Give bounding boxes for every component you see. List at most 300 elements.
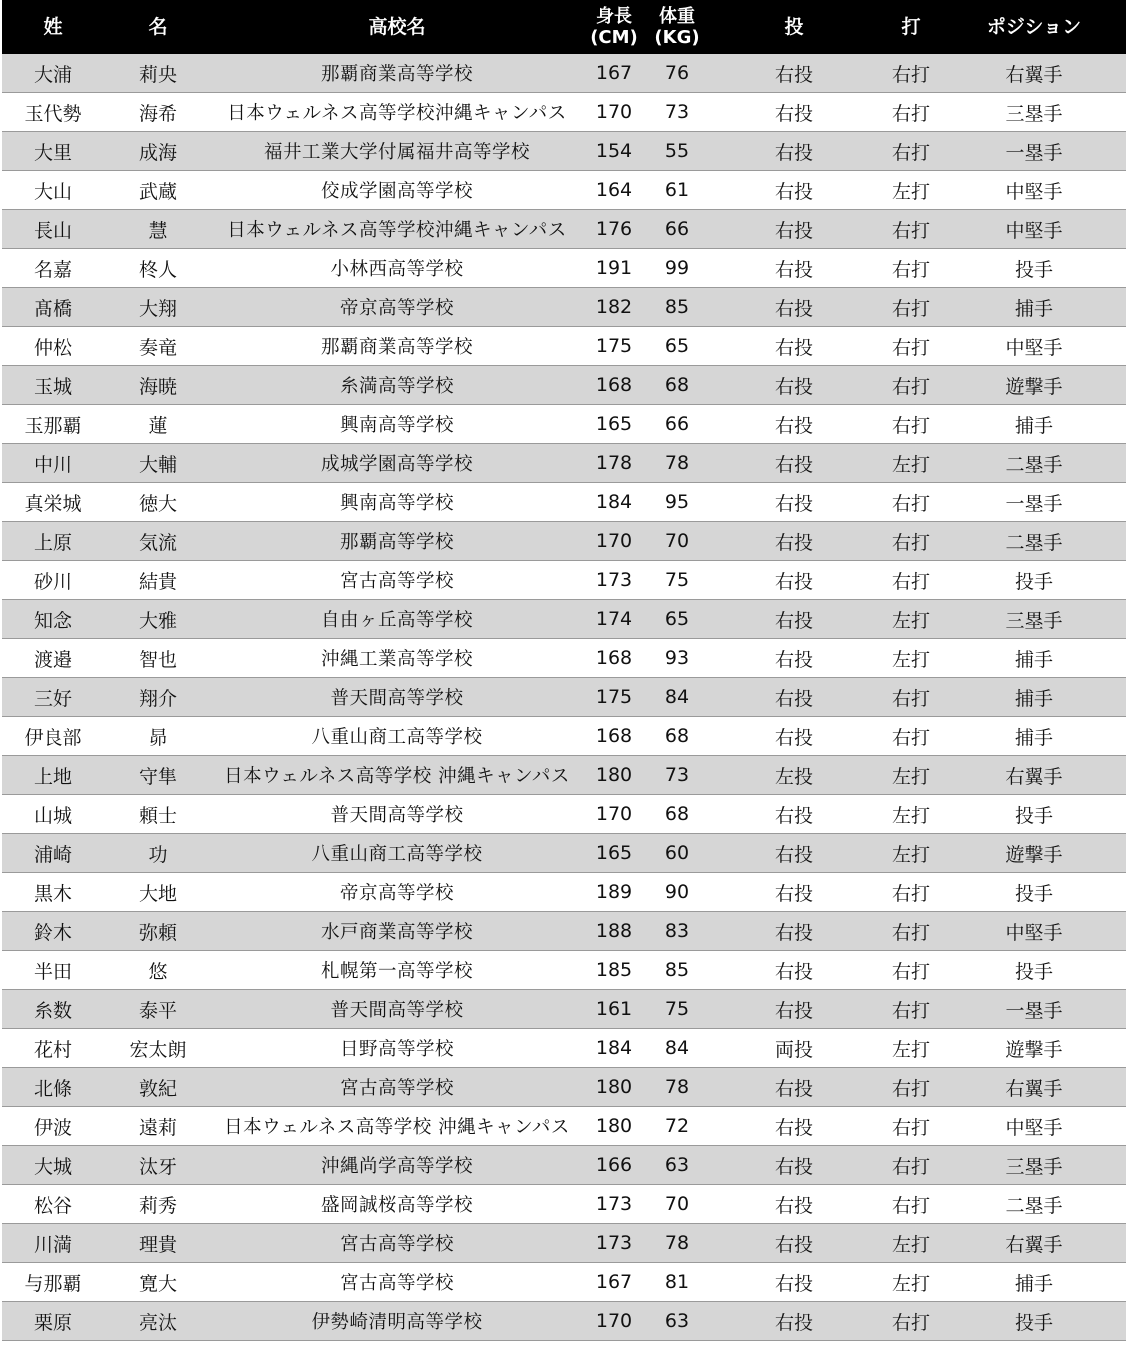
table-row [2,1029,1126,1068]
height-cell: 168 [582,639,646,678]
position-cell: 遊撃手 [942,1029,1126,1068]
table-row [2,912,1126,951]
last-name-cell: 三好 [2,678,104,717]
position-cell: 右翼手 [942,54,1126,93]
throws-cell: 右投 [708,1068,880,1107]
position-cell: 右翼手 [942,1068,1126,1107]
throws-cell: 右投 [708,288,880,327]
weight-cell: 85 [646,951,708,990]
weight-cell: 78 [646,1224,708,1263]
throws-cell: 右投 [708,873,880,912]
header-last-name: 姓 [2,0,104,54]
first-name-cell: 海暁 [104,366,212,405]
last-name-cell: 砂川 [2,561,104,600]
header-weight [646,0,708,54]
first-name-cell: 結貴 [104,561,212,600]
position-cell: 右翼手 [942,1224,1126,1263]
last-name-cell: 名嘉 [2,249,104,288]
header-height [582,0,646,54]
bats-cell: 左打 [880,1029,942,1068]
position-cell: 一塁手 [942,483,1126,522]
first-name-cell: 汰牙 [104,1146,212,1185]
height-cell: 167 [582,54,646,93]
school-cell: 糸満高等学校 [212,366,582,405]
bats-cell: 右打 [880,405,942,444]
first-name-cell: 敦紀 [104,1068,212,1107]
last-name-cell: 玉那覇 [2,405,104,444]
height-cell: 154 [582,132,646,171]
school-cell: 八重山商工高等学校 [212,717,582,756]
throws-cell: 右投 [708,444,880,483]
bats-cell: 右打 [880,990,942,1029]
position-cell: 投手 [942,873,1126,912]
throws-cell: 右投 [708,210,880,249]
first-name-cell: 莉央 [104,54,212,93]
table-row [2,1146,1126,1185]
throws-cell: 右投 [708,1107,880,1146]
last-name-cell: 長山 [2,210,104,249]
throws-cell: 右投 [708,678,880,717]
weight-cell: 95 [646,483,708,522]
position-cell: 投手 [942,561,1126,600]
height-cell: 168 [582,717,646,756]
bats-cell: 右打 [880,1302,942,1341]
school-cell: 興南高等学校 [212,405,582,444]
throws-cell: 右投 [708,795,880,834]
table-row [2,1263,1126,1302]
table-row [2,1302,1126,1341]
first-name-cell: 奏竜 [104,327,212,366]
bats-cell: 右打 [880,288,942,327]
first-name-cell: 頼士 [104,795,212,834]
weight-cell: 70 [646,1185,708,1224]
throws-cell: 右投 [708,93,880,132]
last-name-cell: 北條 [2,1068,104,1107]
school-cell: 自由ヶ丘高等学校 [212,600,582,639]
first-name-cell: 気流 [104,522,212,561]
throws-cell: 右投 [708,951,880,990]
throws-cell: 右投 [708,171,880,210]
weight-cell: 75 [646,561,708,600]
school-cell: 普天間高等学校 [212,990,582,1029]
header-row [2,0,1126,54]
table-row [2,522,1126,561]
position-cell: 二塁手 [942,1185,1126,1224]
height-cell: 164 [582,171,646,210]
throws-cell: 右投 [708,1185,880,1224]
first-name-cell: 武蔵 [104,171,212,210]
school-cell: 日野高等学校 [212,1029,582,1068]
table-body [2,54,1126,1341]
school-cell: 福井工業大学付属福井高等学校 [212,132,582,171]
bats-cell: 右打 [880,327,942,366]
table-row [2,288,1126,327]
position-cell: 捕手 [942,288,1126,327]
school-cell: 那覇高等学校 [212,522,582,561]
weight-cell: 68 [646,795,708,834]
throws-cell: 右投 [708,1302,880,1341]
bats-cell: 右打 [880,1185,942,1224]
bats-cell: 右打 [880,54,942,93]
header-height-label: 身長 [596,6,632,27]
height-cell: 166 [582,1146,646,1185]
weight-cell: 66 [646,210,708,249]
first-name-cell: 昴 [104,717,212,756]
last-name-cell: 川満 [2,1224,104,1263]
school-cell: 佼成学園高等学校 [212,171,582,210]
school-cell: 日本ウェルネス高等学校 沖縄キャンパス [212,756,582,795]
table-row [2,1068,1126,1107]
height-cell: 161 [582,990,646,1029]
roster-table [2,0,1126,1341]
school-cell: 那覇商業高等学校 [212,327,582,366]
last-name-cell: 浦崎 [2,834,104,873]
weight-cell: 60 [646,834,708,873]
school-cell: 興南高等学校 [212,483,582,522]
bats-cell: 右打 [880,522,942,561]
height-cell: 185 [582,951,646,990]
last-name-cell: 大浦 [2,54,104,93]
position-cell: 中堅手 [942,171,1126,210]
table-row [2,366,1126,405]
weight-cell: 90 [646,873,708,912]
bats-cell: 右打 [880,1068,942,1107]
header-school: 高校名 [212,0,582,54]
table-row [2,483,1126,522]
first-name-cell: 大翔 [104,288,212,327]
height-cell: 174 [582,600,646,639]
bats-cell: 右打 [880,1107,942,1146]
position-cell: 投手 [942,951,1126,990]
first-name-cell: 大雅 [104,600,212,639]
header-weight-label: 体重 [659,6,695,27]
last-name-cell: 中川 [2,444,104,483]
last-name-cell: 仲松 [2,327,104,366]
height-cell: 175 [582,327,646,366]
bats-cell: 左打 [880,756,942,795]
table-row [2,1185,1126,1224]
bats-cell: 右打 [880,678,942,717]
school-cell: 那覇商業高等学校 [212,54,582,93]
school-cell: 宮古高等学校 [212,1068,582,1107]
table-row [2,951,1126,990]
bats-cell: 右打 [880,366,942,405]
weight-cell: 99 [646,249,708,288]
table-row [2,171,1126,210]
table-row [2,873,1126,912]
bats-cell: 右打 [880,483,942,522]
height-cell: 165 [582,405,646,444]
school-cell: 沖縄工業高等学校 [212,639,582,678]
first-name-cell: 蓮 [104,405,212,444]
last-name-cell: 花村 [2,1029,104,1068]
weight-cell: 63 [646,1302,708,1341]
throws-cell: 右投 [708,561,880,600]
bats-cell: 右打 [880,132,942,171]
weight-cell: 61 [646,171,708,210]
height-cell: 175 [582,678,646,717]
first-name-cell: 柊人 [104,249,212,288]
height-cell: 191 [582,249,646,288]
position-cell: 二塁手 [942,444,1126,483]
throws-cell: 右投 [708,327,880,366]
position-cell: 遊撃手 [942,834,1126,873]
throws-cell: 右投 [708,483,880,522]
last-name-cell: 髙橋 [2,288,104,327]
height-cell: 182 [582,288,646,327]
height-cell: 170 [582,795,646,834]
school-cell: 伊勢崎清明高等学校 [212,1302,582,1341]
height-cell: 165 [582,834,646,873]
height-cell: 189 [582,873,646,912]
throws-cell: 右投 [708,54,880,93]
school-cell: 帝京高等学校 [212,288,582,327]
bats-cell: 右打 [880,249,942,288]
last-name-cell: 渡邉 [2,639,104,678]
last-name-cell: 与那覇 [2,1263,104,1302]
height-cell: 170 [582,522,646,561]
table-row [2,990,1126,1029]
first-name-cell: 守隼 [104,756,212,795]
last-name-cell: 大城 [2,1146,104,1185]
table-row [2,444,1126,483]
height-cell: 173 [582,561,646,600]
school-cell: 水戸商業高等学校 [212,912,582,951]
table-row [2,54,1126,93]
weight-cell: 78 [646,444,708,483]
weight-cell: 65 [646,600,708,639]
height-cell: 178 [582,444,646,483]
last-name-cell: 糸数 [2,990,104,1029]
position-cell: 遊撃手 [942,366,1126,405]
first-name-cell: 功 [104,834,212,873]
throws-cell: 右投 [708,600,880,639]
table-row [2,639,1126,678]
bats-cell: 左打 [880,600,942,639]
bats-cell: 左打 [880,1263,942,1302]
bats-cell: 右打 [880,873,942,912]
bats-cell: 左打 [880,1224,942,1263]
weight-cell: 70 [646,522,708,561]
weight-cell: 75 [646,990,708,1029]
height-cell: 168 [582,366,646,405]
position-cell: 三塁手 [942,600,1126,639]
position-cell: 投手 [942,249,1126,288]
last-name-cell: 大山 [2,171,104,210]
first-name-cell: 遠莉 [104,1107,212,1146]
last-name-cell: 伊波 [2,1107,104,1146]
header-height-unit: (CM) [590,27,638,48]
header-bats: 打 [880,0,942,54]
position-cell: 右翼手 [942,756,1126,795]
height-cell: 180 [582,1068,646,1107]
header-first-name: 名 [104,0,212,54]
last-name-cell: 山城 [2,795,104,834]
weight-cell: 81 [646,1263,708,1302]
height-cell: 170 [582,1302,646,1341]
school-cell: 成城学園高等学校 [212,444,582,483]
weight-cell: 84 [646,1029,708,1068]
school-cell: 八重山商工高等学校 [212,834,582,873]
school-cell: 宮古高等学校 [212,1263,582,1302]
bats-cell: 右打 [880,717,942,756]
school-cell: 日本ウェルネス高等学校沖縄キャンパス [212,210,582,249]
school-cell: 小林西高等学校 [212,249,582,288]
position-cell: 中堅手 [942,1107,1126,1146]
throws-cell: 右投 [708,990,880,1029]
throws-cell: 右投 [708,132,880,171]
table-header [2,0,1126,54]
throws-cell: 右投 [708,639,880,678]
school-cell: 沖縄尚学高等学校 [212,1146,582,1185]
first-name-cell: 宏太朗 [104,1029,212,1068]
last-name-cell: 上地 [2,756,104,795]
position-cell: 投手 [942,1302,1126,1341]
table-row [2,756,1126,795]
last-name-cell: 上原 [2,522,104,561]
height-cell: 167 [582,1263,646,1302]
table-row [2,1107,1126,1146]
header-throws: 投 [708,0,880,54]
position-cell: 三塁手 [942,93,1126,132]
last-name-cell: 玉城 [2,366,104,405]
position-cell: 三塁手 [942,1146,1126,1185]
first-name-cell: 成海 [104,132,212,171]
first-name-cell: 大輔 [104,444,212,483]
weight-cell: 73 [646,93,708,132]
position-cell: 中堅手 [942,912,1126,951]
first-name-cell: 寛大 [104,1263,212,1302]
bats-cell: 右打 [880,951,942,990]
throws-cell: 左投 [708,756,880,795]
bats-cell: 左打 [880,834,942,873]
bats-cell: 左打 [880,444,942,483]
table-row [2,795,1126,834]
weight-cell: 73 [646,756,708,795]
throws-cell: 右投 [708,1146,880,1185]
weight-cell: 78 [646,1068,708,1107]
last-name-cell: 黒木 [2,873,104,912]
throws-cell: 右投 [708,834,880,873]
height-cell: 184 [582,483,646,522]
position-cell: 捕手 [942,639,1126,678]
height-cell: 176 [582,210,646,249]
first-name-cell: 悠 [104,951,212,990]
bats-cell: 左打 [880,639,942,678]
first-name-cell: 莉秀 [104,1185,212,1224]
table-row [2,834,1126,873]
weight-cell: 63 [646,1146,708,1185]
position-cell: 一塁手 [942,132,1126,171]
throws-cell: 右投 [708,405,880,444]
weight-cell: 84 [646,678,708,717]
throws-cell: 両投 [708,1029,880,1068]
height-cell: 184 [582,1029,646,1068]
table-row [2,132,1126,171]
first-name-cell: 理貴 [104,1224,212,1263]
last-name-cell: 鈴木 [2,912,104,951]
bats-cell: 左打 [880,795,942,834]
header-position: ポジション [942,0,1126,54]
bats-cell: 右打 [880,93,942,132]
bats-cell: 左打 [880,171,942,210]
height-cell: 173 [582,1185,646,1224]
first-name-cell: 徳大 [104,483,212,522]
weight-cell: 68 [646,717,708,756]
table-row [2,717,1126,756]
last-name-cell: 伊良部 [2,717,104,756]
height-cell: 188 [582,912,646,951]
weight-cell: 93 [646,639,708,678]
throws-cell: 右投 [708,1224,880,1263]
height-cell: 180 [582,1107,646,1146]
table-row [2,93,1126,132]
throws-cell: 右投 [708,1263,880,1302]
position-cell: 捕手 [942,678,1126,717]
first-name-cell: 弥頼 [104,912,212,951]
bats-cell: 右打 [880,912,942,951]
table-row [2,405,1126,444]
weight-cell: 72 [646,1107,708,1146]
school-cell: 札幌第一高等学校 [212,951,582,990]
weight-cell: 76 [646,54,708,93]
table-row [2,210,1126,249]
weight-cell: 85 [646,288,708,327]
last-name-cell: 半田 [2,951,104,990]
table-row [2,678,1126,717]
weight-cell: 55 [646,132,708,171]
position-cell: 捕手 [942,717,1126,756]
first-name-cell: 亮汰 [104,1302,212,1341]
bats-cell: 右打 [880,1146,942,1185]
school-cell: 盛岡誠桜高等学校 [212,1185,582,1224]
position-cell: 捕手 [942,405,1126,444]
table-row [2,561,1126,600]
school-cell: 日本ウェルネス高等学校沖縄キャンパス [212,93,582,132]
height-cell: 173 [582,1224,646,1263]
throws-cell: 右投 [708,717,880,756]
school-cell: 宮古高等学校 [212,1224,582,1263]
table-row [2,1224,1126,1263]
bats-cell: 右打 [880,210,942,249]
bats-cell: 右打 [880,561,942,600]
last-name-cell: 知念 [2,600,104,639]
table-row [2,249,1126,288]
height-cell: 170 [582,93,646,132]
first-name-cell: 翔介 [104,678,212,717]
first-name-cell: 智也 [104,639,212,678]
first-name-cell: 慧 [104,210,212,249]
school-cell: 普天間高等学校 [212,795,582,834]
position-cell: 捕手 [942,1263,1126,1302]
school-cell: 宮古高等学校 [212,561,582,600]
last-name-cell: 松谷 [2,1185,104,1224]
first-name-cell: 海希 [104,93,212,132]
first-name-cell: 大地 [104,873,212,912]
throws-cell: 右投 [708,522,880,561]
position-cell: 中堅手 [942,210,1126,249]
throws-cell: 右投 [708,912,880,951]
first-name-cell: 泰平 [104,990,212,1029]
height-cell: 180 [582,756,646,795]
header-weight-unit: (KG) [654,27,700,48]
weight-cell: 83 [646,912,708,951]
position-cell: 二塁手 [942,522,1126,561]
school-cell: 普天間高等学校 [212,678,582,717]
school-cell: 帝京高等学校 [212,873,582,912]
weight-cell: 66 [646,405,708,444]
last-name-cell: 大里 [2,132,104,171]
